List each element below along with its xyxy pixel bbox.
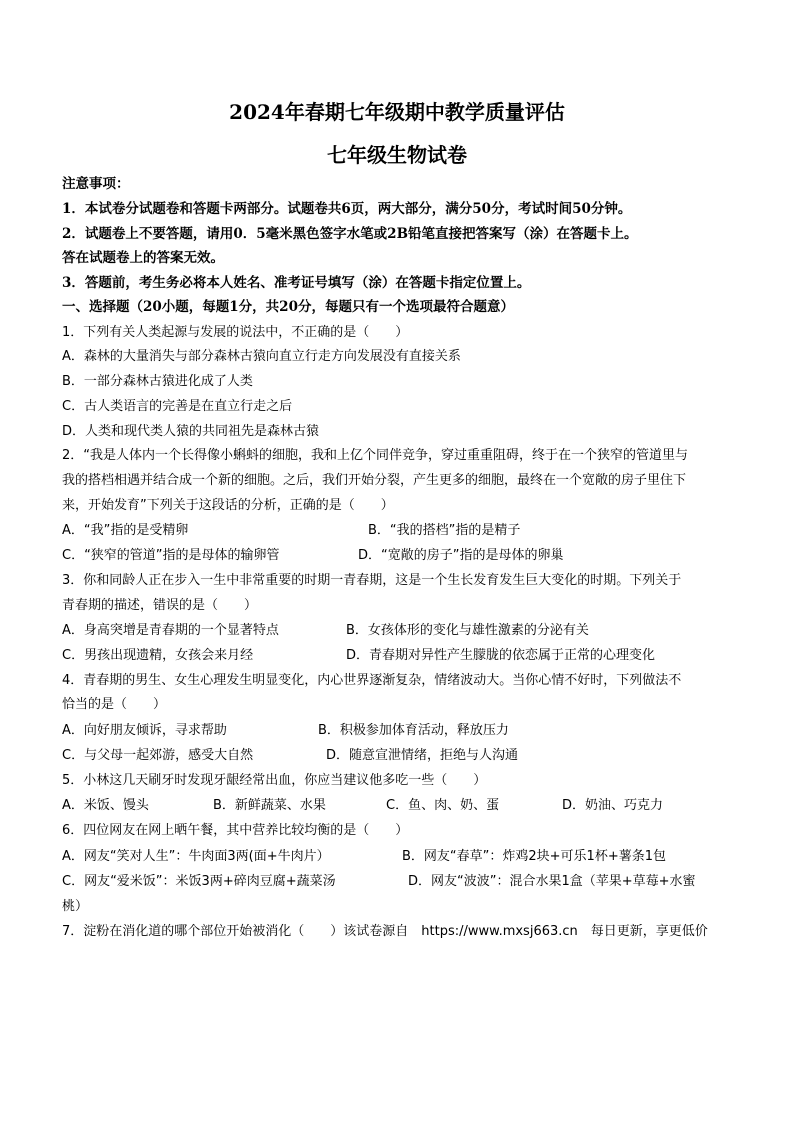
notice-item: 1．本试卷分试题卷和答题卡两部分。试题卷共6页，两大部分，满分50分，考试时间50分钟。 (62, 201, 632, 217)
question-stem: 7．淀粉在消化道的哪个部位开始被消化（ ）该试卷源自 https://www.mxsj663.cn 每日更新，享更低价 (62, 924, 708, 939)
question-option: D．网友“波波”：混合水果1盒（苹果+草莓+水蜜 (408, 874, 696, 889)
question-stem: 4．青春期的男生、女生心理发生明显变化，内心世界逐渐复杂，情绪波动大。当你心情不好时，下列做法不 (62, 673, 682, 688)
question-option: C．男孩出现遗精，女孩会来月经 (62, 648, 254, 663)
question-option: C．“狭窄的管道”指的是母体的输卵管 (62, 548, 280, 563)
question-stem: 2．“我是人体内一个长得像小蝌蚪的细胞，我和上亿个同伴竞争，穿过重重阻碍，终于在一个狭窄的管道里与 (62, 448, 689, 463)
question-stem: 来，开始发育”下列关于这段话的分析，正确的是（ ） (62, 498, 394, 513)
question-stem: 1．下列有关人类起源与发展的说法中，不正确的是（ ） (62, 325, 409, 340)
question-option: A．“我”指的是受精卵 (62, 523, 189, 538)
question-option: A．向好朋友倾诉，寻求帮助 (62, 723, 227, 738)
notice-heading: 注意事项： (62, 176, 130, 192)
question-option: D．“宽敞的房子”指的是母体的卵巢 (358, 548, 564, 563)
question-stem: 恰当的是（ ） (62, 697, 167, 712)
section-heading: 一、选择题（20小题，每题1分，共20分，每题只有一个选项最符合题意） (62, 299, 514, 315)
question-option-continued: 桃） (62, 899, 89, 914)
question-option: A．米饭、馒头 (62, 798, 149, 813)
question-stem: 5．小林这几天刷牙时发现牙龈经常出血，你应当建议他多吃一些（ ） (62, 773, 487, 788)
question-option: C．鱼、肉、奶、蛋 (386, 798, 500, 813)
question-option: D．青春期对异性产生朦胧的依恋属于正常的心理变化 (346, 648, 656, 663)
question-option: A．网友“笑对人生”：牛肉面3两(面+牛肉片） (62, 849, 330, 864)
notice-item: 3．答题前，考生务必将本人姓名、准考证号填写（涂）在答题卡指定位置上。 (62, 275, 531, 291)
question-option: B．女孩体形的变化与雄性激素的分泌有关 (346, 623, 589, 638)
question-option: A．身高突增是青春期的一个显著特点 (62, 623, 279, 638)
question-option: B．网友“春草”：炸鸡2块+可乐1杯+薯条1包 (402, 849, 666, 864)
question-option: B．积极参加体育活动，释放压力 (318, 723, 509, 738)
question-option: B．新鲜蔬菜、水果 (213, 798, 326, 813)
question-option: B．“我的搭档”指的是精子 (368, 523, 521, 538)
question-stem: 我的搭档相遇并结合成一个新的细胞。之后，我们开始分裂，产生更多的细胞，最终在一个宽敞的房子里住下 (62, 473, 687, 488)
question-option: B．一部分森林古猿进化成了人类 (62, 374, 253, 389)
notice-item: 答在试题卷上的答案无效。 (62, 250, 224, 266)
question-option: A．森林的大量消失与部分森林古猿向直立行走方向发展没有直接关系 (62, 349, 461, 364)
exam-subtitle: 七年级生物试卷 (327, 143, 467, 167)
question-stem: 青春期的描述，错误的是（ ） (62, 598, 258, 613)
exam-title: 2024年春期七年级期中教学质量评估 (229, 100, 565, 124)
question-stem: 3．你和同龄人正在步入一生中非常重要的时期一青春期，这是一个生长发育发生巨大变化的时期。下列关于 (62, 573, 682, 588)
question-option: C．网友“爱米饭”：米饭3两+碎肉豆腐+蔬菜汤 (62, 874, 336, 889)
notice-item: 2．试题卷上不要答题，请用0．5毫米黑色签字水笔或2B铅笔直接把答案写（涂）在答题卡上。 (62, 226, 638, 242)
question-option: D．奶油、巧克力 (562, 798, 664, 813)
question-option: C．与父母一起郊游，感受大自然 (62, 748, 254, 763)
question-stem: 6．四位网友在网上晒午餐，其中营养比较均衡的是（ ） (62, 823, 409, 838)
question-option: C．古人类语言的完善是在直立行走之后 (62, 399, 293, 414)
question-option: D．人类和现代类人猿的共同祖先是森林古猿 (62, 424, 320, 439)
question-option: D．随意宣泄情绪，拒绝与人沟通 (326, 748, 519, 763)
